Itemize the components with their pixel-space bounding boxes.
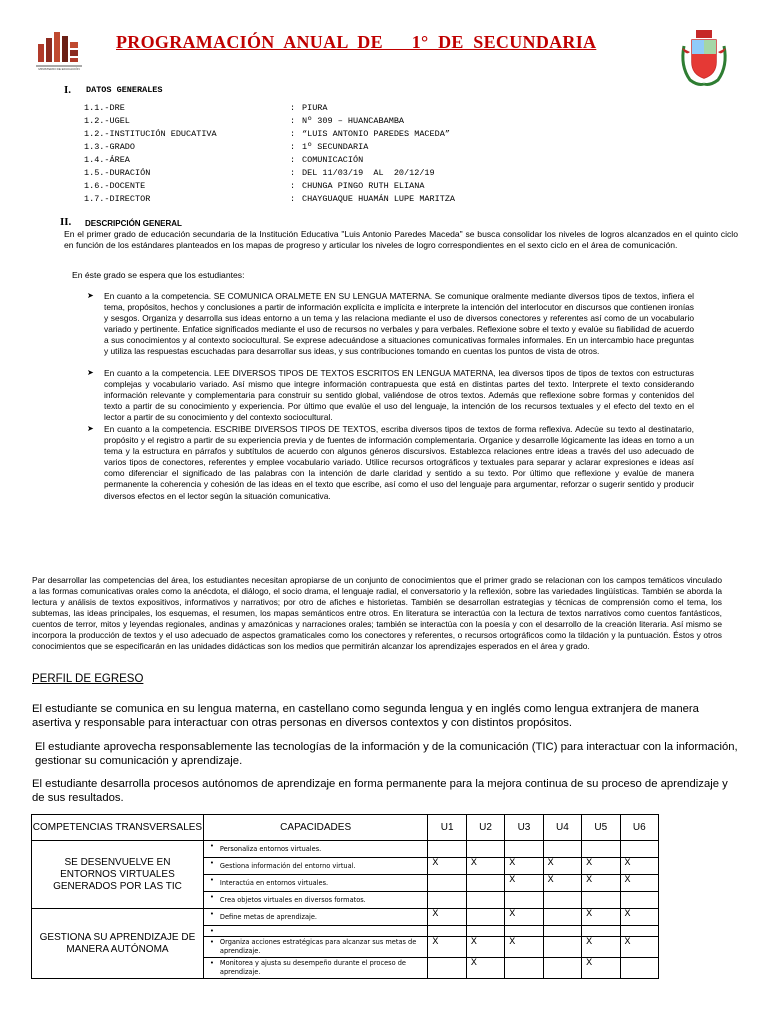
perfil-paragraph: El estudiante desarrolla procesos autónomos de aprendizaje en forma permanente para la mejora continua de su proceso de aprendizaje y de sus resultados. (32, 778, 728, 804)
capacidad-cell: • Organiza acciones estratégicas para alcanzar sus metas de aprendizaje. (203, 937, 428, 958)
table-row: GESTIONA SU APRENDIZAJE DE MANERA AUTÓNOMA • Define metas de aprendizaje. X X X X (32, 909, 659, 926)
section-1-number: I. (64, 84, 72, 96)
table-header: U5 (582, 815, 620, 841)
section-2-title: DESCRIPCIÓN GENERAL (85, 219, 182, 228)
arrow-bullet-icon: ➤ (87, 368, 94, 377)
page-title: PROGRAMACIÓN ANUAL DE 1° DE SECUNDARIA (116, 32, 597, 52)
capacidad-cell: • Gestiona información del entorno virtual. (203, 858, 428, 875)
capacidad-cell: • Monitorea y ajusta su desempeño durante el proceso de aprendizaje. (203, 958, 428, 979)
table-header: CAPACIDADES (203, 815, 428, 841)
national-crest-icon (676, 26, 732, 88)
capacidad-cell: • Define metas de aprendizaje. (203, 909, 428, 926)
list-item: ➤ En cuanto a la competencia. SE COMUNICA ORALMETE EN SU LENGUA MATERNA. Se comunique oralmente mediante diversos tipos de textos, infiera el tema, propósitos, hechos y conclusiones a partir de información explícita e implícita e interprete la intención del interlocutor en discursos que contienen ironías y sesgos. Organiza y desarrolla sus ideas entorno a un tema y las relaciona mediante el uso de diversos conectores y referentes así como de un vocabulario variado y pertinente. Enfatice significados mediante el uso de recursos no verbales y para verbales. Reflexione sobre el texto y evalúe su fiabilidad de acuerdo a sus conocimientos y al contexto sociocultural. Se exprese adecuándose a situaciones comunicativas formales informales. En un intercambio hace preguntas y utiliza las respuestas escuchadas para desarrollar sus ideas, y sus contribuciones tomando en cuentas los puntos de vista de otros. (87, 291, 694, 357)
arrow-bullet-icon: ➤ (87, 291, 94, 300)
perfil-heading: PERFIL DE EGRESO (32, 673, 144, 685)
section-2-number: II. (60, 216, 72, 228)
competencia-cell: GESTIONA SU APRENDIZAJE DE MANERA AUTÓNOMA (32, 909, 204, 979)
closing-paragraph: Par desarrollar las competencias del área, los estudiantes necesitan apropiarse de un conjunto de conocimientos que el primer grado se relacionan con los campos temáticos vinculado a las formas comunicativas orales como la anécdota, el diálogo, el socio drama, el lenguaje radial, el conversatorio y la reflexión, sobre las variedades lingüísticas. También se aborda la lectura y análisis de textos expositivos, informativos y narrativos; por otro de afiches e historietas. También se desarrollan estrategias y técnicas de comprensión como el tema, los subtemas, las ideas principales, los esquemas, el resumen, los mapas semánticos entre otros. En literatura se interactúa con la lectura de textos narrativos como cuentos fantásticos, cuentos de terror, mitos y leyendas regionales, andinas y amazónicas y narraciones orales; también se interactúa con la poesía y con el desarrollo de la creación literaria. Así mismo se incorpora la producción de textos y el uso adecuado de aspectos gramaticales como los conectores y referentes, o recursos ortográficos como la tildación y la puntuación. Éstos y otros conocimientos que se especificarán en las unidades didácticas son los medios que permitirán alcanzar los aprendizajes esperados en el área y grado. (32, 575, 722, 651)
intro-paragraph: En el primer grado de educación secundaria de la Institución Educativa "Luis Antonio Paredes Maceda" se busca consolidar los niveles de logros alcanzados en el quinto ciclo en función de los estándares planteados en los mapas de progreso y articular los niveles de logro correspondientes en el sexto ciclo en el área de comunicación. (64, 229, 738, 250)
table-row: • Monitorea y ajusta su desempeño durante el proceso de aprendizaje. X X (32, 958, 659, 979)
capacidad-cell: • Crea objetos virtuales en diversos formatos. (203, 892, 428, 909)
capacidad-cell: • Personaliza entornos virtuales. (203, 841, 428, 858)
lead-paragraph: En éste grado se espera que los estudiantes: (72, 270, 245, 280)
table-header: COMPETENCIAS TRANSVERSALES (32, 815, 204, 841)
capacidad-cell: • Interactúa en entornos virtuales. (203, 875, 428, 892)
table-header: U6 (620, 815, 658, 841)
arrow-bullet-icon: ➤ (87, 424, 94, 433)
competencia-cell: SE DESENVUELVE EN ENTORNOS VIRTUALES GENERADOS POR LAS TIC (32, 841, 204, 909)
section-1-title: DATOS GENERALES (86, 85, 163, 95)
table-row: • Interactúa en entornos virtuales. X X X X (32, 875, 659, 892)
list-item: ➤ En cuanto a la competencia. LEE DIVERSOS TIPOS DE TEXTOS ESCRITOS EN LENGUA MATERNA, lea diversos tipos de tipos de textos con estructuras complejas y vocabulario variado. Así mismo que integre información contrapuesta que está en distintas partes del texto. Interprete el texto considerando información relevante y complementaria para construir su sentido global, valiéndose de otros textos. Además que reflexione sobre formas y contenidos del texto a partir de su conocimiento y experiencia. Por último que evalúe el uso del lenguaje, la intención de los recursos textuales y el efecto del texto en el lector a partir de su conocimiento y del contexto sociocultural. (87, 368, 694, 423)
table-header: U2 (466, 815, 504, 841)
table-row: • Organiza acciones estratégicas para alcanzar sus metas de aprendizaje. X X X X X (32, 937, 659, 958)
capacidad-cell: • (203, 926, 428, 937)
list-item: ➤ En cuanto a la competencia. ESCRIBE DIVERSOS TIPOS DE TEXTOS, escriba diversos tipos de textos de forma reflexiva. Adecúe su texto al destinatario, propósito y el registro a partir de su experiencia previa y de fuentes de información complementaria. Organice y desarrolle lógicamente las ideas en torno a un tema y la estructura en párrafos y subtítulos de acuerdo con algunos géneros discursivos. Establezca relaciones entre ideas a través del uso adecuado de varios tipos de conectores, referentes y emplee vocabulario variado. Utilice recursos ortográficos y textuales para separar y aclarar expresiones e ideas así como diferenciar el significado de las palabras con la intención de darle claridad y sentido a su texto. Por último que reflexione y evalúe de manera permanente la coherencia y cohesión de las ideas en el texto que escribe, así como el uso del lenguaje para argumentar, reforzar o sugerir sentido y producir diversos efectos en el lector según la situación comunicativa. (87, 424, 694, 501)
ministry-caption: MINISTERIO DE EDUCACIÓN (38, 67, 80, 71)
table-header: U4 (543, 815, 581, 841)
table-row (32, 841, 659, 858)
competencies-table (31, 814, 659, 979)
ministry-logo (30, 28, 88, 80)
table-header: U1 (428, 815, 466, 841)
table-header-row (32, 815, 659, 841)
perfil-paragraph: El estudiante aprovecha responsablemente las tecnologías de la información y de la comunicación (TIC) para interactuar con la información, gestionar su comunicación y aprendizaje. (35, 741, 738, 767)
perfil-paragraph: El estudiante se comunica en su lengua materna, en castellano como segunda lengua y en inglés como lengua extranjera de manera asertiva y responsable para interactuar con otras personas en diversos contextos y con distintos propósitos. (32, 703, 699, 729)
table-row: • Gestiona información del entorno virtual. X X X X X X (32, 858, 659, 875)
table-header: U3 (505, 815, 543, 841)
